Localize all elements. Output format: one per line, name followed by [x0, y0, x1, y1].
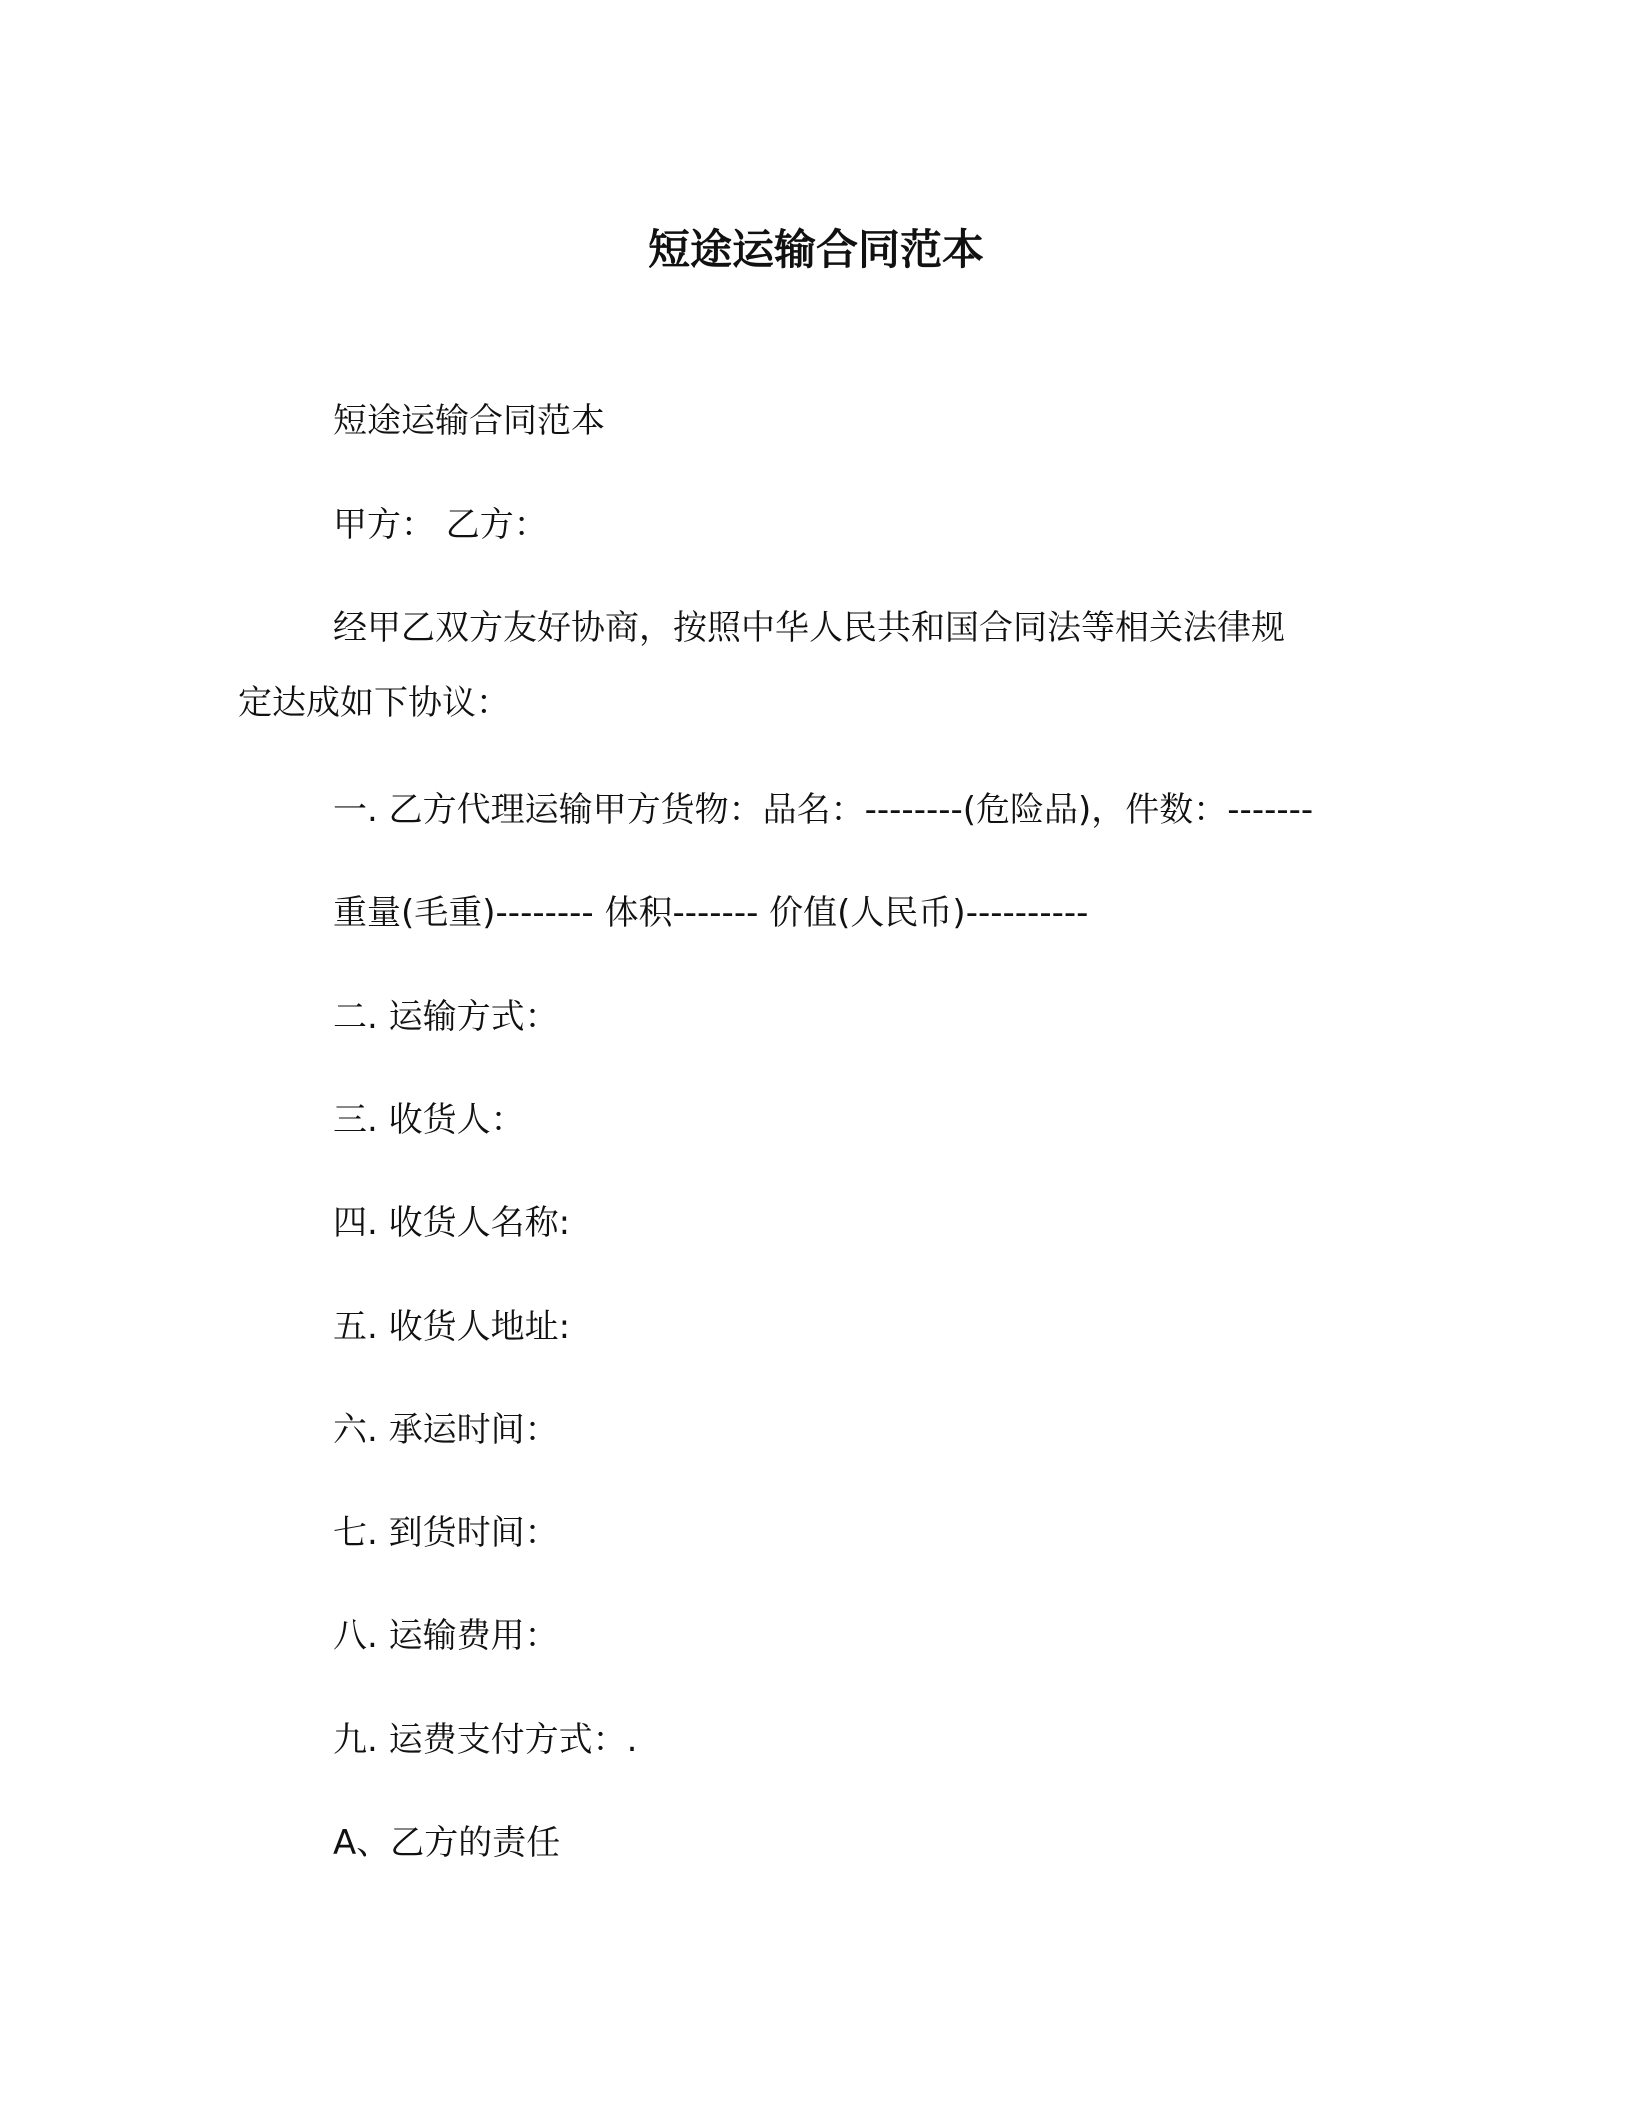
parties-line: 甲方： 乙方：: [333, 505, 548, 545]
intro-line-2: 定达成如下协议：: [238, 683, 510, 723]
clause-1-continued: 重量(毛重)-------- 体积------- 价值(人民币)----------: [333, 893, 1089, 933]
intro-paragraph: [238, 604, 1408, 727]
clause-7: 七. 到货时间：: [333, 1513, 559, 1553]
clause-1: 一. 乙方代理运输甲方货物：品名：--------(危险品)，件数：-------: [333, 790, 1314, 830]
intro-line-1: 经甲乙双方友好协商，按照中华人民共和国合同法等相关法律规: [333, 608, 1285, 648]
clause-3: 三. 收货人：: [333, 1100, 525, 1140]
section-a-heading: A、乙方的责任: [333, 1823, 561, 1863]
clause-6: 六. 承运时间：: [333, 1410, 559, 1450]
clause-9: 九. 运费支付方式：.: [333, 1720, 638, 1760]
document-subtitle: 短途运输合同范本: [333, 401, 605, 441]
clause-4: 四. 收货人名称:: [333, 1203, 571, 1243]
clause-5: 五. 收货人地址:: [333, 1307, 571, 1347]
clause-8: 八. 运输费用：: [333, 1616, 559, 1656]
document-title: 短途运输合同范本: [647, 225, 984, 274]
clause-2: 二. 运输方式：: [333, 997, 559, 1037]
